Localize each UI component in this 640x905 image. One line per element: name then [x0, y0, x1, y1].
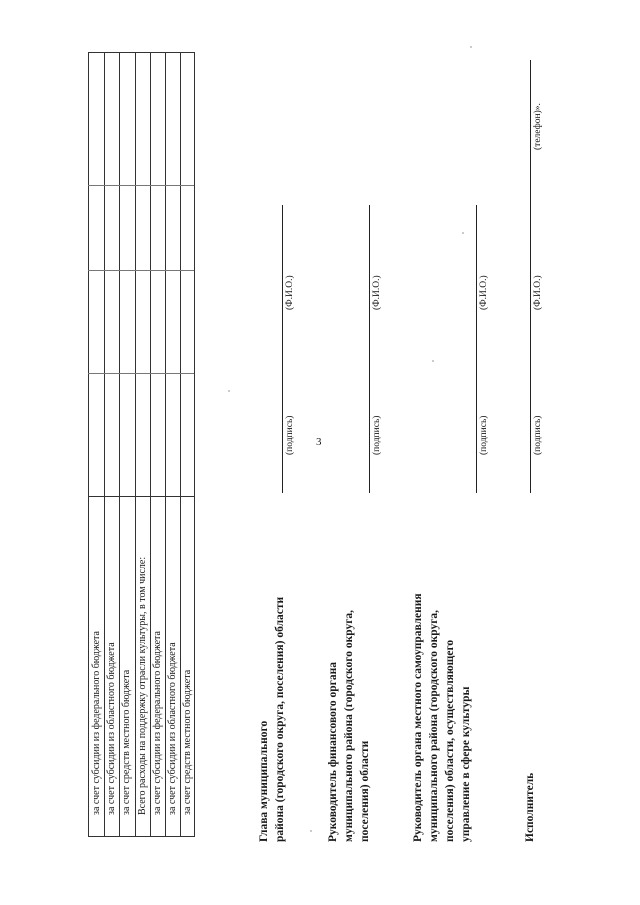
- table-row-label: за счет субсидии из областного бюджета: [106, 642, 117, 815]
- signature-line: [530, 60, 531, 493]
- signature-line: [369, 205, 370, 493]
- signatory-title: Руководитель финансового органа муниципального района (городского округа, поселения) области: [327, 609, 371, 842]
- name-caption: (Ф.И.О.): [533, 275, 543, 310]
- scan-speck: [470, 46, 472, 48]
- signature-caption: (подпись): [533, 415, 543, 455]
- name-caption: (Ф.И.О.): [285, 275, 295, 310]
- signature-caption: (подпись): [285, 415, 295, 455]
- table-row-label: за счет средств местного бюджета: [182, 669, 193, 815]
- phone-caption: (телефон)».: [533, 103, 543, 150]
- name-caption: (Ф.И.О.): [372, 275, 382, 310]
- table-row-label: за счет субсидии из федерального бюджета: [152, 631, 163, 815]
- signature-line: [476, 205, 477, 493]
- table-row-label: за счет средств местного бюджета: [121, 669, 132, 815]
- scan-speck: [310, 830, 312, 832]
- signature-line: [282, 205, 283, 493]
- scan-speck: [432, 360, 434, 362]
- scan-speck: [462, 232, 464, 234]
- scan-speck: [228, 390, 230, 392]
- table-row-label: за счет субсидии из областного бюджета: [167, 642, 178, 815]
- signature-caption: (подпись): [372, 415, 382, 455]
- table-row-label: за счет субсидии из федерального бюджета: [91, 631, 102, 815]
- signatory-title: Руководитель органа местного самоуправления муниципального района (городского округа, поселения) области, осуществляющего управление в сфере культуры: [412, 593, 472, 842]
- table-row-label: Всего расходы на поддержку отрасли культуры, в том числе:: [137, 556, 148, 815]
- name-caption: (Ф.И.О.): [479, 275, 489, 310]
- signature-caption: (подпись): [479, 415, 489, 455]
- signatory-title: Исполнитель: [524, 772, 536, 842]
- signatory-title: Глава муниципального района (городского округа, поселения) области: [258, 596, 286, 842]
- page-number: 3: [316, 436, 322, 448]
